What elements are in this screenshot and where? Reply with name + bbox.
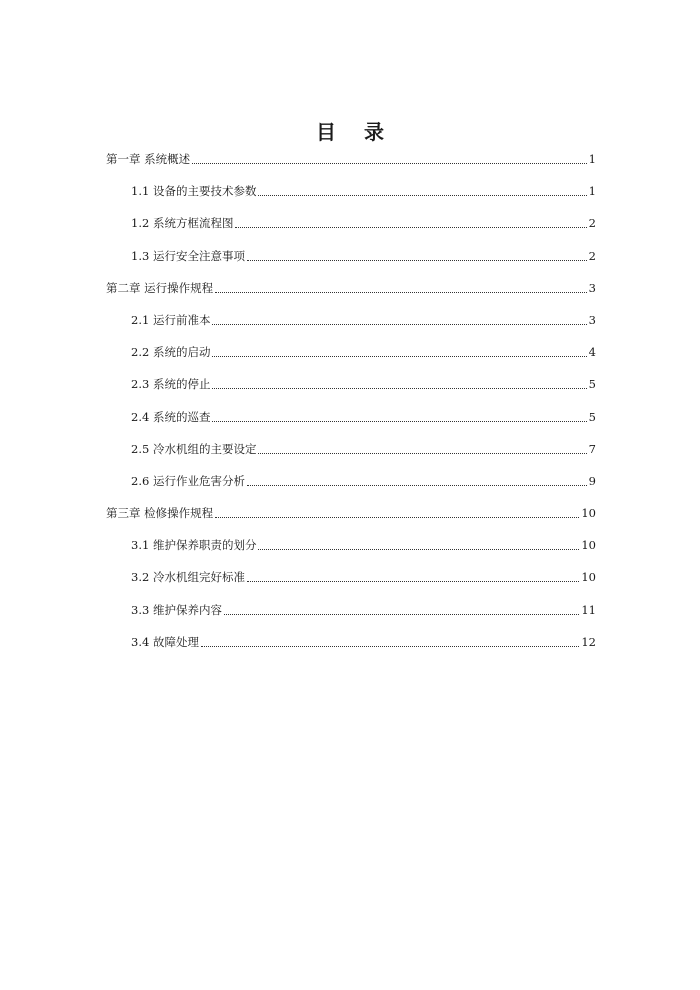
toc-entry-label: 第二章 运行操作规程 <box>106 280 214 295</box>
toc-dot-leader <box>212 323 586 325</box>
toc-entry-page: 5 <box>588 377 596 392</box>
toc-entry-page: 9 <box>588 473 596 488</box>
toc-entry-label: 2.3 系统的停止 <box>131 377 211 392</box>
toc-entry-page: 10 <box>581 538 596 553</box>
toc-entry-page: 10 <box>581 570 596 585</box>
toc-entry-label: 1.3 运行安全注意事项 <box>131 248 245 263</box>
toc-entry-2-3[interactable] <box>106 362 596 394</box>
toc-entry-1-1[interactable] <box>106 169 596 201</box>
toc-entry-page: 4 <box>588 345 596 360</box>
toc-dot-leader <box>247 580 579 582</box>
toc-entry-label: 1.1 设备的主要技术参数 <box>131 184 257 199</box>
toc-entry-page: 10 <box>581 506 596 521</box>
toc-entry-label: 第三章 检修操作规程 <box>106 506 214 521</box>
toc-entry-label: 3.3 维护保养内容 <box>131 602 222 617</box>
toc-dot-leader <box>201 645 579 647</box>
toc-entry-3-2[interactable] <box>106 555 596 587</box>
toc-entry-page: 3 <box>588 280 596 295</box>
toc-entry-page: 3 <box>588 312 596 327</box>
toc-dot-leader <box>212 355 586 357</box>
toc-dot-leader <box>215 516 579 518</box>
toc-entry-1-2[interactable] <box>106 201 596 233</box>
toc-dot-leader <box>224 613 579 615</box>
toc-title-right: 录 <box>364 120 384 144</box>
toc-entry-3-4[interactable] <box>106 620 596 652</box>
toc-entry-page: 2 <box>588 248 596 263</box>
toc-entry-3-3[interactable] <box>106 587 596 619</box>
toc-dot-leader <box>212 387 586 389</box>
toc-entry-label: 2.2 系统的启动 <box>131 345 211 360</box>
toc-dot-leader <box>258 194 586 196</box>
toc-entry-page: 11 <box>581 602 596 617</box>
toc-entry-3-1[interactable] <box>106 523 596 555</box>
table-of-contents <box>106 148 596 652</box>
toc-entry-2-4[interactable] <box>106 394 596 426</box>
toc-entry-chapter-1[interactable] <box>106 148 596 169</box>
toc-entry-2-2[interactable] <box>106 330 596 362</box>
toc-entry-label: 1.2 系统方框流程图 <box>131 216 234 231</box>
toc-title <box>0 116 700 145</box>
toc-entry-1-3[interactable] <box>106 233 596 265</box>
toc-dot-leader <box>212 420 586 422</box>
toc-dot-leader <box>247 484 587 486</box>
toc-entry-page: 1 <box>588 152 596 166</box>
toc-dot-leader <box>247 259 587 261</box>
toc-entry-label: 第一章 系统概述 <box>106 152 191 166</box>
toc-entry-page: 2 <box>588 216 596 231</box>
toc-entry-page: 5 <box>588 409 596 424</box>
toc-entry-2-6[interactable] <box>106 459 596 491</box>
toc-entry-label: 2.4 系统的巡查 <box>131 409 211 424</box>
toc-entry-chapter-3[interactable] <box>106 491 596 523</box>
toc-entry-label: 2.5 冷水机组的主要设定 <box>131 441 257 456</box>
toc-entry-label: 3.1 维护保养职责的划分 <box>131 538 257 553</box>
toc-entry-page: 1 <box>588 184 596 199</box>
toc-entry-2-5[interactable] <box>106 427 596 459</box>
toc-entry-label: 2.1 运行前准本 <box>131 312 211 327</box>
toc-entry-page: 7 <box>588 441 596 456</box>
toc-entry-label: 3.4 故障处理 <box>131 634 199 649</box>
toc-entry-page: 12 <box>581 634 596 649</box>
toc-entry-chapter-2[interactable] <box>106 266 596 298</box>
toc-entry-label: 3.2 冷水机组完好标准 <box>131 570 245 585</box>
toc-entry-2-1[interactable] <box>106 298 596 330</box>
toc-dot-leader <box>258 548 579 550</box>
toc-dot-leader <box>215 291 587 293</box>
toc-dot-leader <box>258 452 586 454</box>
toc-entry-label: 2.6 运行作业危害分析 <box>131 473 245 488</box>
toc-dot-leader <box>192 162 587 164</box>
toc-dot-leader <box>235 226 586 228</box>
toc-title-left: 目 <box>316 120 336 144</box>
